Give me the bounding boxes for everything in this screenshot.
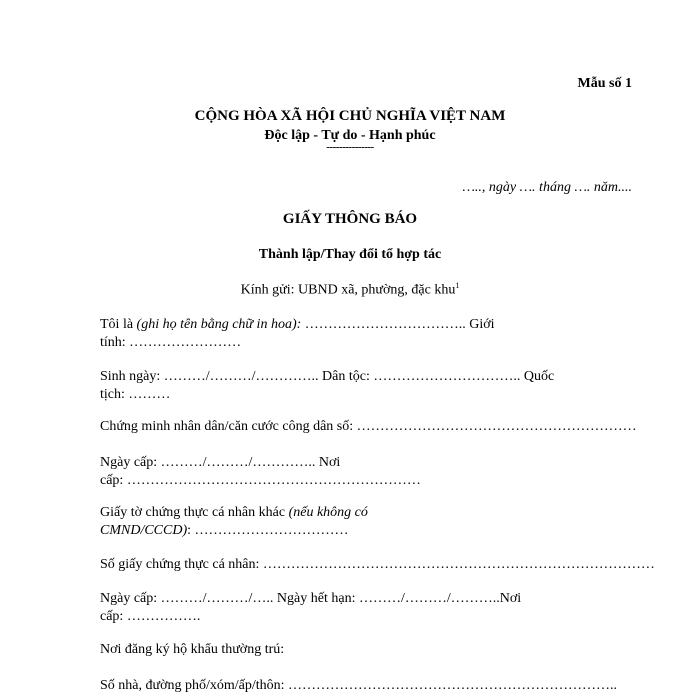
name-label: Tôi là [100,317,137,332]
date-line: ….., ngày …. tháng …. năm.... [462,180,632,195]
name-dots: …………………………….. Giới [301,317,495,332]
recipient-line [0,281,700,299]
gender-line: tính: …………………… [100,335,242,350]
recipient-text: Kính gửi: UBND xã, phường, đặc khu [240,282,456,298]
other-doc-hint-2: CMND/CCCD) [100,523,188,538]
field-full-name[interactable] [100,316,640,352]
form-number: Mẫu số 1 [577,76,632,91]
field-personal-doc-number[interactable] [100,556,655,574]
field-birth-ethnicity[interactable] [100,368,640,404]
birth-line: Sinh ngày: ………/………/………….. Dân tộc: ………………………….. Quốc [100,369,555,384]
residence-line: Nơi đăng ký hộ khẩu thường trú: [100,642,285,657]
id-line: Chứng minh nhân dân/căn cước công dân số: …………………………………………………… [100,419,637,434]
country-heading: CỘNG HÒA XÃ HỘI CHỦ NGHĨA VIỆT NAM [194,108,506,124]
field-issue-date-place[interactable] [100,454,640,490]
issue-expiry-line: Ngày cấp: ………/………/….. Ngày hết hạn: ………/………/………..Nơi [100,591,522,606]
issue-place-line: cấp: ……………………………………………………… [100,473,421,488]
document-subtitle: Thành lập/Thay đổi tổ hợp tác [258,247,442,262]
motto: Độc lập - Tự do - Hạnh phúc [264,128,436,143]
motto-underline: --------------- [326,141,374,153]
issue-place-line-2: cấp: ……………. [100,609,201,624]
field-other-document[interactable] [100,504,640,540]
document-title: GIẤY THÔNG BÁO [282,211,418,227]
field-issue-expiry[interactable] [100,590,640,626]
personal-doc-number-line: Số giấy chứng thực cá nhân: ………………………………………………………………………… [100,557,655,572]
nationality-line: tịch: ……… [100,387,171,402]
other-doc-label: Giấy tờ chứng thực cá nhân khác [100,505,289,520]
field-residence[interactable] [100,641,640,659]
address-line: Số nhà, đường phố/xóm/ấp/thôn: …………………………………………………………….. [100,678,618,693]
issue-date-line: Ngày cấp: ………/………/………….. Nơi [100,455,341,470]
other-doc-dots: : …………………………… [187,523,349,538]
field-address[interactable] [100,677,640,695]
field-id-number[interactable] [100,418,640,436]
name-hint: (ghi họ tên bằng chữ in hoa): [136,317,302,332]
recipient-footnote: 1 [455,281,460,290]
other-doc-hint-1: (nếu không có [288,505,368,520]
